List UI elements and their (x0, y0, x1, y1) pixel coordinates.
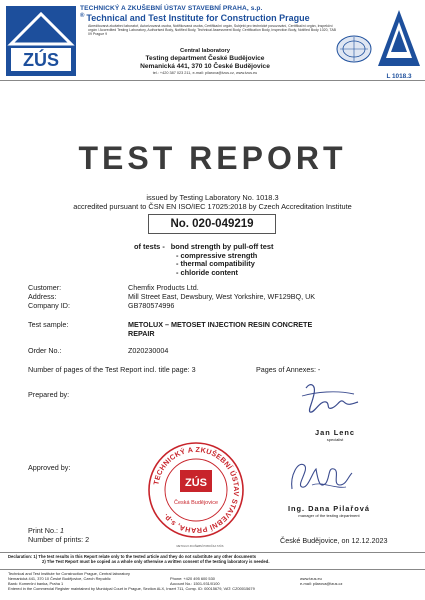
department-contact: tel.: +420 387 023 211, e-mail: pilarova@tzus.cz, www.tzus.eu (152, 71, 258, 75)
test-item: bond strength by pull-off test (170, 242, 274, 251)
preparer-role: specialist (326, 437, 344, 442)
declaration-line2: 2) The Test Report must be copied as a whole only otherwise a written consent of the testing laboratory is needed. (42, 559, 270, 564)
accreditation-line: accredited pursuant to ČSN EN ISO/IEC 17025:2018 by Czech Accreditation Institute (73, 202, 352, 211)
customer-value: Chemfix Products Ltd. (128, 283, 199, 292)
approver-name: Ing. Dana Pilařová (287, 504, 371, 513)
prepared-by-label: Prepared by: (28, 390, 70, 399)
footer-line3-left: Bank: Komerční banka, Praha 1 (8, 581, 64, 586)
footer-divider (0, 569, 425, 570)
approver-signature (282, 455, 362, 497)
print-number (28, 526, 64, 535)
issued-by-line: issued by Testing Laboratory No. 1018.3 (146, 193, 279, 202)
stamp-center-text: Česká Budějovice (173, 500, 219, 506)
print-number-label: Print No.: (28, 526, 58, 535)
customer-label: Customer: (28, 283, 62, 292)
accreditation-label: L 1018.3 (386, 73, 412, 80)
org-name-en (80, 13, 310, 23)
footer-register: Entered in the Commercial Register maintained by Municipal Court in Prague, Section ALX, Insert 711, Comp. ID: 00015679, VAT: CZ00015679 (8, 586, 255, 591)
org-name-en-text: Technical and Test Institute for Construction Prague (86, 13, 310, 23)
company-id-label: Company ID: (28, 301, 70, 310)
company-id-value: GB780574996 (128, 301, 175, 310)
test-item: - thermal compatibility (176, 259, 255, 269)
order-label: Order No.: (28, 346, 62, 355)
declaration-divider (0, 552, 425, 553)
declaration (8, 554, 418, 564)
print-number-value: 1 (59, 526, 64, 535)
testing-department: Testing department České Budějovice (145, 55, 265, 62)
stamp-ring-text: TECHNICKÝ A ZKUŠEBNÍ ÚSTAV STAVEBNÍ PRAHA, s.p. (151, 444, 242, 536)
test-item: - chloride content (176, 267, 239, 277)
approved-by-label: Approved by: (28, 463, 71, 472)
zus-logo-text: ZÚS (23, 50, 59, 70)
address-value: Mill Street East, Dewsbury, West Yorkshire, WF129BQ, UK (128, 292, 316, 301)
test-sample-line1: METOLUX – METOSET INJECTION RESIN CONCRETE (128, 320, 313, 329)
declaration-line1: 1) The test results in this Report relate only to the tested article and they do not substitute any other documents (33, 554, 257, 559)
footer-line2-left: Nemanická 441, 370 10 České Budějovice, Czech Republic (8, 576, 111, 581)
tests-list (134, 243, 273, 277)
footer-email: e-mail: pilarova@tzus.cz (300, 581, 343, 586)
place-and-date: České Budějovice, on 12.12.2023 (280, 536, 388, 545)
official-stamp (146, 440, 246, 540)
preparer-signature (296, 376, 366, 418)
org-name-cz: TECHNICKÝ A ZKUŠEBNÍ ÚSTAV STAVEBNÍ PRAHA, s.p. (80, 5, 263, 12)
address-label: Address: (28, 292, 57, 301)
report-number: No. 020-049219 (170, 218, 254, 230)
test-sample-label: Test sample: (28, 320, 69, 329)
preparer-name: Jan Lenc (314, 428, 356, 437)
footer-phone: Phone: +420 495 600 530 (170, 576, 215, 581)
test-item: - compressive strength (176, 250, 258, 260)
annex-pages: Pages of Annexes: - (256, 365, 321, 374)
stamp-caption: METOLUX ZKUŠEBNÍ POBOČKA TZÚS (176, 545, 224, 548)
central-lab: Central laboratory (180, 48, 230, 54)
zus-logo (6, 6, 76, 76)
laboratory-triangle-logo (376, 8, 422, 70)
accreditation-fine-print: Akreditovaná zkušební laboratoř, Autorizovaná osoba, Notifikovaná osoba, Certifikační orgán, Subjekt pro technické posuzování, Certifikační orgán, Inspekční orgán / Accredited Testing Laboratory, Authorised Body, Notified Body, Technical Assessment Body, Certification Body, Inspection Body, Notified Body 1020, TAB 09 Prague 9 (88, 24, 336, 37)
header-divider (0, 80, 425, 81)
declaration-label: Declaration: (8, 554, 33, 559)
test-sample-line2: REPAIR (128, 329, 155, 338)
pages-count: Number of pages of the Test Report incl. title page: 3 (28, 365, 196, 374)
footer-account: Account No.: 1501-931/0100 (170, 581, 220, 586)
order-value: Z020230004 (128, 346, 169, 355)
number-of-prints: Number of prints: 2 (28, 535, 90, 544)
report-title: TEST REPORT (78, 140, 347, 176)
footer-line1: Technical and Test Institute for Construction Prague, Central laboratory (8, 571, 130, 576)
approver-role: manager of the testing department (298, 513, 360, 518)
registered-mark: ® (80, 13, 85, 19)
cai-accreditation-logo (336, 34, 372, 64)
footer-website: www.tzus.eu (300, 576, 322, 581)
department-address: Nemanická 441, 370 10 České Budějovice (140, 63, 270, 70)
stamp-logo: ZÚS (185, 477, 207, 489)
tests-lead: of tests - (134, 242, 165, 251)
